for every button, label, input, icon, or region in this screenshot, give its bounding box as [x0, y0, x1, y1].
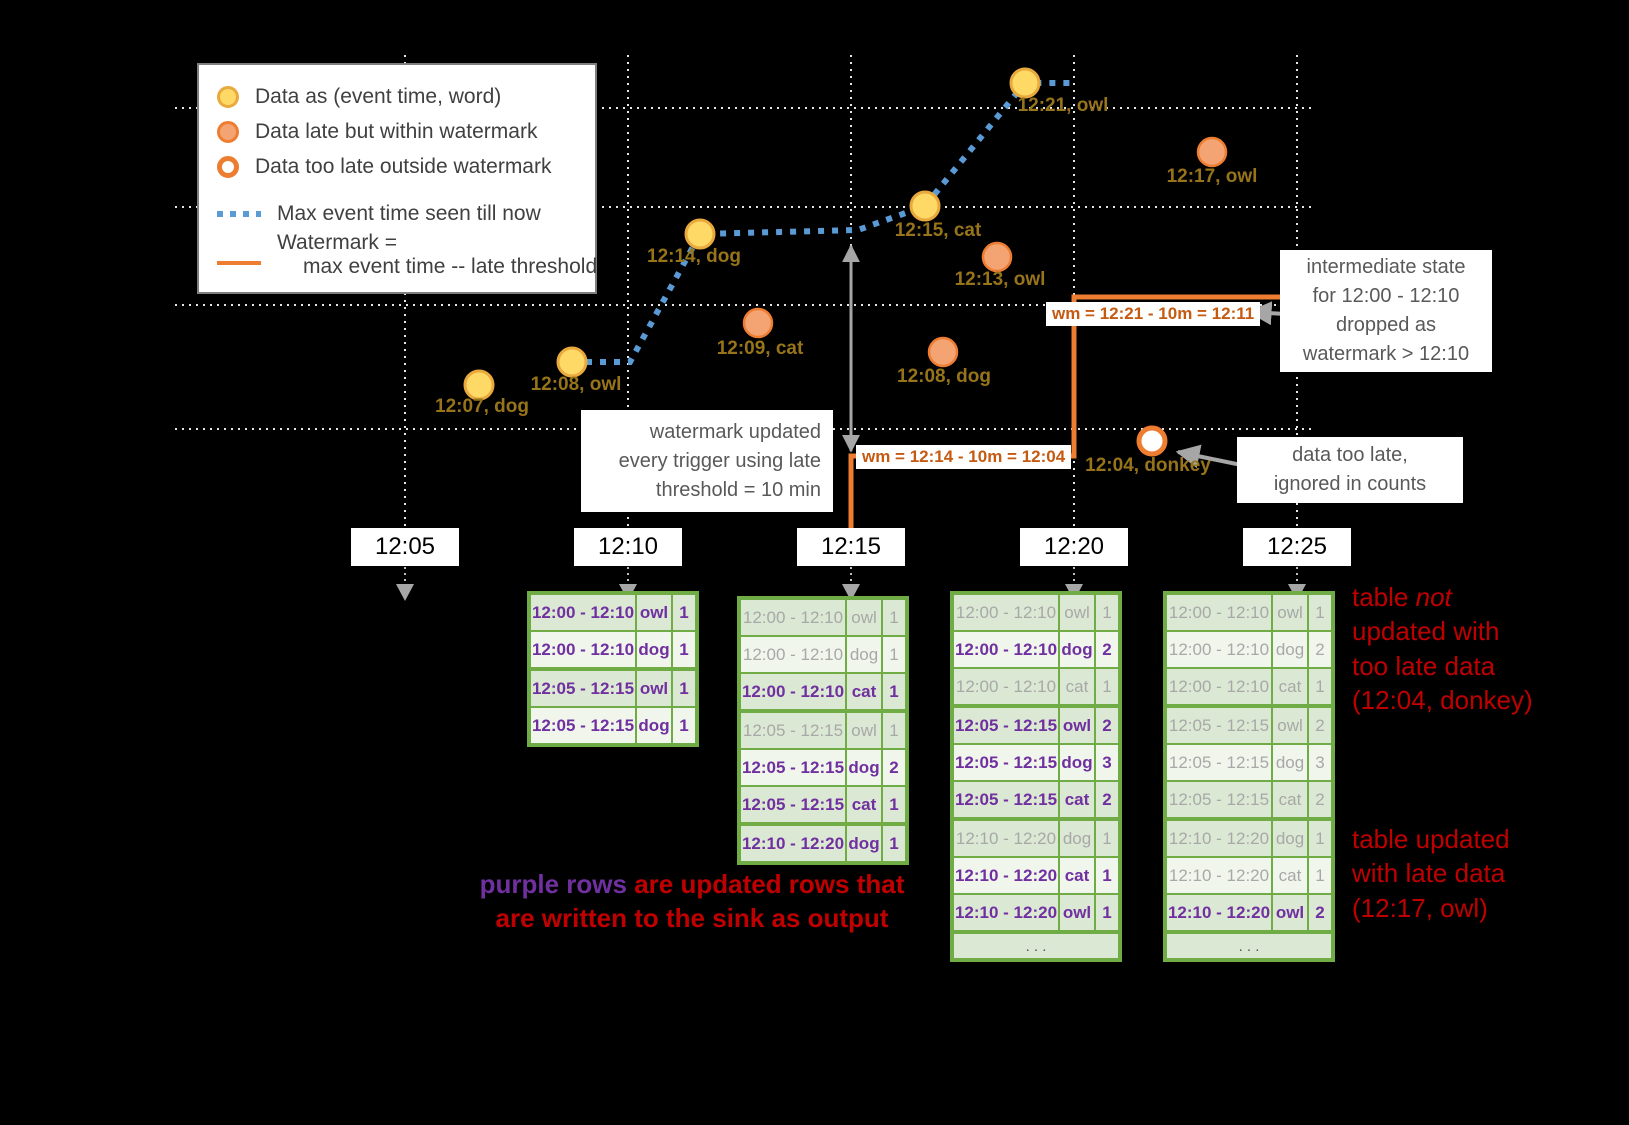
result-table-12:20	[950, 591, 1122, 962]
window-cell: 12:05 - 12:15	[1167, 782, 1271, 817]
word-cell: owl	[845, 713, 881, 748]
count-cell: 2	[1307, 895, 1331, 930]
word-cell: owl	[1058, 895, 1094, 930]
table-row	[954, 743, 1118, 780]
axis-tick-12:10: 12:10	[574, 528, 682, 566]
count-cell: 1	[1094, 595, 1118, 630]
table-not-updated-note-line	[1352, 649, 1533, 683]
table-row	[531, 595, 695, 630]
window-cell: 12:00 - 12:10	[954, 669, 1058, 704]
legend-item-text	[255, 85, 501, 109]
window-cell: 12:05 - 12:15	[531, 671, 635, 706]
legend-item-text	[255, 120, 537, 144]
count-cell: 1	[1307, 669, 1331, 704]
word-cell: owl	[635, 595, 671, 630]
count-cell: 1	[881, 826, 905, 861]
purple-rows-note	[480, 868, 905, 936]
count-cell: 1	[671, 708, 695, 743]
legend-item-label: Watermark =	[277, 231, 397, 254]
red-note-text: (12:04, donkey)	[1352, 684, 1533, 715]
word-cell: dog	[1271, 745, 1307, 780]
table-row	[954, 704, 1118, 743]
window-cell: 12:10 - 12:20	[1167, 821, 1271, 856]
ontime-dot-icon	[217, 86, 239, 108]
legend-item	[217, 196, 577, 231]
red-note-text: (12:17, owl)	[1352, 892, 1488, 923]
table-row	[741, 635, 905, 672]
point-label: 12:21, owl	[1017, 95, 1109, 116]
word-cell: cat	[1058, 782, 1094, 817]
result-table-12:10	[527, 591, 699, 747]
table-row	[741, 709, 905, 748]
window-cell: 12:05 - 12:15	[1167, 745, 1271, 780]
intermediate-state-note-line: watermark > 12:10	[1302, 343, 1470, 365]
point-label: 12:15, cat	[894, 220, 982, 241]
word-cell: dog	[845, 750, 881, 785]
window-cell: 12:05 - 12:15	[741, 750, 845, 785]
point-label: 12:17, owl	[1166, 166, 1258, 187]
window-cell: 12:05 - 12:15	[1167, 708, 1271, 743]
legend-item	[217, 114, 577, 149]
point-label: 12:08, owl	[530, 374, 622, 395]
table-row	[1167, 704, 1331, 743]
red-note-text: not	[1415, 582, 1452, 612]
legend-item-text	[255, 155, 551, 179]
result-table-12:15	[737, 596, 909, 865]
count-cell: 2	[1094, 782, 1118, 817]
count-cell: 1	[1094, 669, 1118, 704]
window-cell: 12:00 - 12:10	[531, 595, 635, 630]
word-cell: owl	[1271, 595, 1307, 630]
table-row	[954, 595, 1118, 630]
word-cell: owl	[1271, 708, 1307, 743]
table-row	[741, 600, 905, 635]
red-note-text: too late data	[1352, 650, 1496, 681]
legend-item-text	[277, 231, 597, 279]
word-cell: cat	[1271, 669, 1307, 704]
point-label: 12:13, owl	[954, 269, 1046, 290]
purple-rows-note-text: are updated rows that	[626, 869, 905, 899]
count-cell: 1	[1307, 858, 1331, 893]
red-note-text: updated with	[1352, 616, 1500, 647]
table-row	[1167, 856, 1331, 893]
point-dot-late	[929, 338, 957, 366]
table-not-updated-note	[1352, 580, 1533, 717]
count-cell: 1	[881, 600, 905, 635]
count-cell: 1	[1094, 895, 1118, 930]
red-note-text: table updated	[1352, 824, 1510, 854]
word-cell: owl	[845, 600, 881, 635]
legend-item-label: Data too late outside watermark	[255, 154, 552, 178]
count-cell: 1	[671, 671, 695, 706]
window-cell: 12:00 - 12:10	[954, 632, 1058, 667]
word-cell: dog	[1058, 821, 1094, 856]
window-cell: 12:00 - 12:10	[531, 632, 635, 667]
purple-rows-note-text: are written to the sink as output	[495, 902, 889, 933]
legend-item-label: Data late but within watermark	[255, 119, 538, 143]
table-row	[741, 748, 905, 785]
window-cell: 12:10 - 12:20	[1167, 858, 1271, 893]
window-cell: 12:10 - 12:20	[954, 895, 1058, 930]
result-table-12:25	[1163, 591, 1335, 962]
legend-item-label: Max event time seen till now	[277, 201, 541, 225]
point-dot-ontime	[1011, 69, 1039, 97]
purple-rows-note-text: purple rows	[479, 869, 627, 899]
intermediate-state-note-line: dropped as	[1335, 314, 1437, 336]
intermediate-state-note-line: for 12:00 - 12:10	[1312, 285, 1460, 307]
count-cell: 3	[1094, 745, 1118, 780]
table-row	[1167, 743, 1331, 780]
word-cell: dog	[845, 826, 881, 861]
too-late-note-line: data too late,	[1292, 444, 1408, 466]
word-cell: cat	[1058, 669, 1094, 704]
legend-item-label2: max event time -- late threshold	[303, 255, 598, 278]
count-cell: 1	[881, 787, 905, 822]
count-cell: 1	[1094, 821, 1118, 856]
count-cell: 2	[1307, 708, 1331, 743]
table-not-updated-note-line	[1352, 683, 1533, 717]
point-dot-late	[1198, 138, 1226, 166]
window-cell: 12:00 - 12:10	[741, 637, 845, 672]
count-cell: 2	[1094, 632, 1118, 667]
word-cell: cat	[845, 674, 881, 709]
window-cell: 12:05 - 12:15	[741, 787, 845, 822]
count-cell: 2	[1307, 782, 1331, 817]
word-cell: cat	[1271, 858, 1307, 893]
count-cell: 1	[671, 632, 695, 667]
table-row	[954, 630, 1118, 667]
point-dot-ontime	[465, 371, 493, 399]
table-row	[741, 785, 905, 822]
legend	[197, 63, 597, 294]
count-cell: 2	[881, 750, 905, 785]
table-row	[1167, 667, 1331, 704]
table-updated-note-line	[1352, 891, 1510, 925]
late-dot-icon	[217, 121, 239, 143]
table-row	[1167, 780, 1331, 817]
window-cell: 12:10 - 12:20	[741, 826, 845, 861]
point-dot-ontime	[686, 220, 714, 248]
count-cell: 1	[881, 713, 905, 748]
point-dot-late	[983, 243, 1011, 271]
window-cell: 12:00 - 12:10	[741, 600, 845, 635]
point-dot-ontime	[911, 192, 939, 220]
count-cell: 1	[1094, 858, 1118, 893]
table-row	[1167, 595, 1331, 630]
max-event-time-line	[572, 83, 1072, 362]
too-late-note	[1237, 437, 1463, 503]
word-cell: owl	[1058, 708, 1094, 743]
more-rows-indicator: . . .	[954, 930, 1118, 958]
axis-tick-12:15: 12:15	[797, 528, 905, 566]
watermark-line-icon	[217, 261, 261, 265]
purple-rows-note-line	[480, 902, 905, 936]
max-event-line-icon	[217, 211, 261, 217]
word-cell: cat	[1271, 782, 1307, 817]
word-cell: dog	[845, 637, 881, 672]
word-cell: dog	[635, 632, 671, 667]
point-label: 12:04, donkey	[1085, 455, 1211, 476]
table-not-updated-note-line	[1352, 580, 1533, 614]
table-row	[1167, 893, 1331, 930]
watermark-value-label: wm = 12:14 - 10m = 12:04	[856, 445, 1071, 469]
word-cell: cat	[845, 787, 881, 822]
window-cell: 12:00 - 12:10	[741, 674, 845, 709]
word-cell: dog	[1271, 632, 1307, 667]
window-cell: 12:00 - 12:10	[954, 595, 1058, 630]
red-note-text: with late data	[1352, 858, 1506, 889]
word-cell: owl	[635, 671, 671, 706]
watermark-note	[581, 410, 833, 512]
legend-item	[217, 79, 577, 114]
watermark-note-line: threshold = 10 min	[655, 478, 821, 501]
axis-tick-12:05: 12:05	[351, 528, 459, 566]
point-label: 12:08, dog	[897, 366, 991, 387]
legend-item	[217, 231, 598, 279]
count-cell: 1	[1307, 821, 1331, 856]
count-cell: 1	[881, 674, 905, 709]
table-row	[954, 667, 1118, 704]
red-note-text: table	[1352, 582, 1416, 612]
window-cell: 12:05 - 12:15	[954, 708, 1058, 743]
table-row	[741, 672, 905, 709]
word-cell: owl	[1271, 895, 1307, 930]
word-cell: dog	[635, 708, 671, 743]
count-cell: 1	[671, 595, 695, 630]
table-updated-note	[1352, 822, 1510, 925]
window-cell: 12:05 - 12:15	[954, 782, 1058, 817]
window-cell: 12:05 - 12:15	[531, 708, 635, 743]
table-row	[954, 817, 1118, 856]
tick-arrowhead	[396, 584, 414, 601]
legend-item-text	[277, 202, 541, 226]
point-dot-ontime	[558, 348, 586, 376]
legend-item	[217, 149, 577, 184]
word-cell: dog	[1271, 821, 1307, 856]
point-label: 12:14, dog	[647, 246, 741, 267]
word-cell: owl	[1058, 595, 1094, 630]
watermark-note-line: every trigger using late	[618, 449, 821, 472]
table-row	[1167, 817, 1331, 856]
count-cell: 2	[1094, 708, 1118, 743]
too-late-dot-icon	[217, 156, 239, 178]
table-updated-note-line	[1352, 856, 1510, 890]
window-cell: 12:00 - 12:10	[1167, 669, 1271, 704]
table-row	[531, 630, 695, 667]
table-updated-note-line	[1352, 822, 1510, 856]
legend-item-label: Data as (event time, word)	[255, 84, 502, 108]
purple-rows-note-line	[480, 868, 905, 902]
watermark-note-line: watermark updated	[649, 420, 821, 443]
intermediate-state-note-line: intermediate state	[1306, 256, 1466, 278]
word-cell: dog	[1058, 745, 1094, 780]
axis-tick-12:25: 12:25	[1243, 528, 1351, 566]
window-cell: 12:05 - 12:15	[954, 745, 1058, 780]
count-cell: 3	[1307, 745, 1331, 780]
table-row	[954, 893, 1118, 930]
count-cell: 2	[1307, 632, 1331, 667]
intermediate-state-note	[1280, 250, 1492, 372]
point-label: 12:07, dog	[435, 396, 529, 417]
count-cell: 1	[1307, 595, 1331, 630]
table-row	[954, 780, 1118, 817]
word-cell: dog	[1058, 632, 1094, 667]
table-row	[741, 822, 905, 861]
window-cell: 12:10 - 12:20	[954, 858, 1058, 893]
too-late-note-line: ignored in counts	[1273, 473, 1427, 495]
window-cell: 12:05 - 12:15	[741, 713, 845, 748]
point-dot-late	[744, 309, 772, 337]
window-cell: 12:10 - 12:20	[1167, 895, 1271, 930]
window-cell: 12:00 - 12:10	[1167, 595, 1271, 630]
table-not-updated-note-line	[1352, 614, 1533, 648]
watermark-value-label: wm = 12:21 - 10m = 12:11	[1046, 302, 1260, 326]
window-cell: 12:10 - 12:20	[954, 821, 1058, 856]
table-row	[531, 706, 695, 743]
more-rows-indicator: . . .	[1167, 930, 1331, 958]
count-cell: 1	[881, 637, 905, 672]
table-row	[954, 856, 1118, 893]
table-row	[1167, 630, 1331, 667]
window-cell: 12:00 - 12:10	[1167, 632, 1271, 667]
watermark-step-line	[851, 297, 1292, 529]
point-dot-toolate	[1139, 428, 1165, 454]
axis-tick-12:20: 12:20	[1020, 528, 1128, 566]
point-label: 12:09, cat	[716, 338, 804, 359]
word-cell: cat	[1058, 858, 1094, 893]
table-row	[531, 667, 695, 706]
